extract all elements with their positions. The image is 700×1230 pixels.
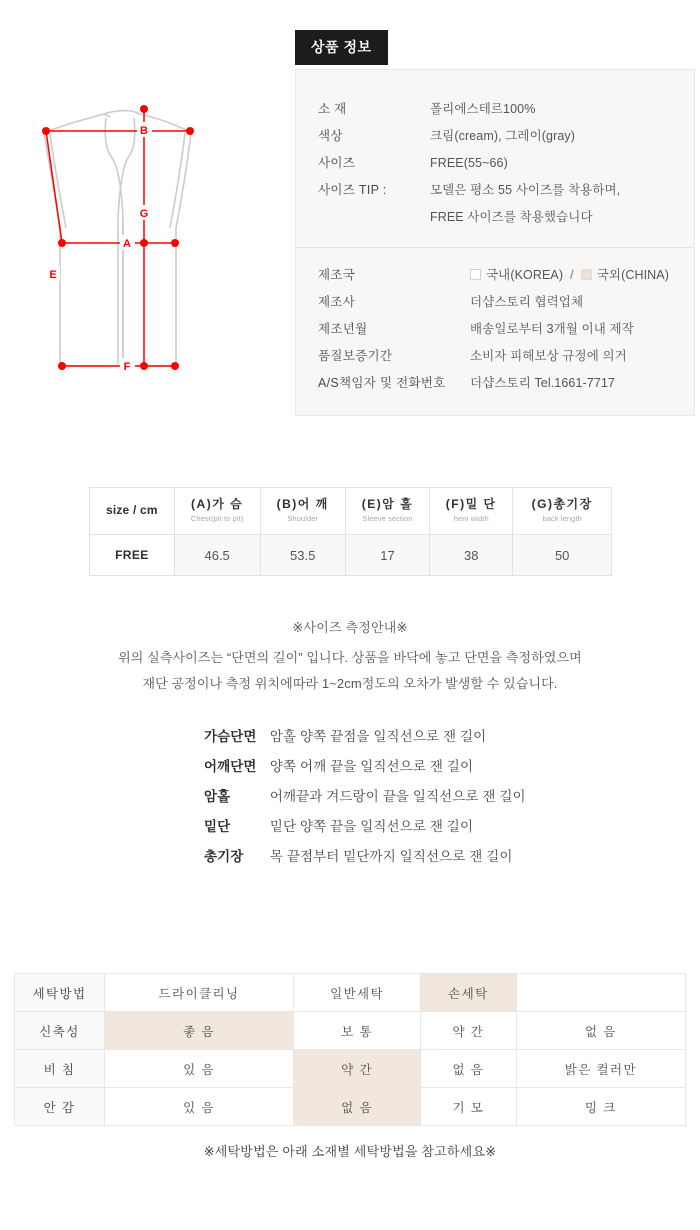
size-header-main: (B)어 깨 [276, 496, 329, 511]
definition-desc: 양쪽 어깨 끝을 일직선으로 잰 길이 [269, 759, 474, 774]
product-info-block [295, 30, 695, 416]
measure-label-b: B [140, 125, 148, 137]
product-info-badge: 상품 정보 [295, 30, 388, 65]
size-table [89, 487, 612, 576]
garment-outline [44, 111, 191, 366]
size-header-main: (A)가 슴 [191, 496, 244, 511]
size-header-cell [260, 488, 345, 535]
origin-overseas-label: 국외(CHINA) [596, 268, 669, 282]
size-value-cell: 46.5 [174, 535, 260, 576]
size-value-cell: 53.5 [260, 535, 345, 576]
care-cell: 밍 크 [516, 1088, 685, 1126]
measure-guide-line-2: 재단 공정이나 측정 위치에따라 1~2cm정도의 오차가 발생할 수 있습니다. [142, 676, 558, 691]
definition-item [0, 752, 700, 782]
size-header-cell [430, 488, 513, 535]
maker-label: 품질보증기간 [318, 349, 393, 363]
diagram-svg [20, 100, 270, 390]
definition-desc: 어깨끝과 겨드랑이 끝을 일직선으로 잰 길이 [269, 789, 526, 804]
size-header-main: (F)밀 단 [445, 496, 497, 511]
care-cell: 없 음 [516, 1012, 685, 1050]
spec-label: 사이즈 TIP : [318, 183, 387, 197]
spec-value: FREE(55~66) [430, 156, 508, 170]
definition-term: 암홀 [204, 789, 231, 804]
maker-label: A/S책임자 및 전화번호 [318, 376, 446, 390]
size-header-sub: Chest(pit to pit) [190, 513, 244, 523]
size-value-cell: 17 [345, 535, 429, 576]
spec-row [318, 123, 672, 150]
care-cell: 보 통 [294, 1012, 421, 1050]
measure-label-f: F [123, 361, 131, 373]
size-name-cell: FREE [90, 535, 175, 576]
measure-guide [0, 617, 700, 697]
size-value-cell: 50 [513, 535, 612, 576]
definition-item [0, 842, 700, 872]
footer-note: ※세탁방법은 아래 소재별 세탁방법을 참고하세요※ [203, 1144, 497, 1159]
maker-row [318, 289, 672, 316]
maker-label: 제조사 [318, 295, 356, 309]
size-header-cell [90, 488, 175, 535]
care-table-wrapper [14, 973, 686, 1126]
size-header-sub: hem width [453, 513, 489, 523]
measure-label-g: G [139, 208, 149, 220]
care-cell: 기 모 [421, 1088, 517, 1126]
size-header-main: size / cm [105, 502, 158, 517]
definition-item [0, 722, 700, 752]
care-cell-selected: 없 음 [294, 1088, 421, 1126]
spec-value: 모델은 평소 55 사이즈를 착용하며, [430, 183, 621, 197]
size-header-sub: Shoulder [287, 513, 319, 523]
maker-label: 제조년월 [318, 322, 368, 336]
size-header-main: (G)총기장 [531, 496, 593, 511]
definition-term: 가슴단면 [204, 729, 257, 744]
size-header-sub: back length [542, 513, 582, 523]
spec-value: 크림(cream), 그레이(gray) [430, 129, 576, 143]
care-table-row [15, 1012, 686, 1050]
origin-row [318, 262, 672, 289]
care-row-label: 안 감 [15, 1088, 105, 1126]
size-header-sub: Sleeve section [362, 513, 413, 523]
maker-value: 더샵스토리 Tel.1661-7717 [470, 376, 615, 390]
size-table-header-row [90, 488, 612, 535]
care-cell: 있 음 [105, 1088, 294, 1126]
checkbox-overseas-icon[interactable] [581, 269, 592, 280]
definition-desc: 암홀 양쪽 끝점을 일직선으로 잰 길이 [269, 729, 487, 744]
spec-rows [296, 96, 694, 231]
origin-options [470, 262, 669, 289]
measure-guide-line-1: 위의 실측사이즈는 “단면의 길이” 입니다. 상품을 바닥에 놓고 단면을 측정하였으며 [118, 650, 582, 665]
garment-measurement-diagram [20, 100, 270, 390]
spec-label: 색상 [318, 129, 343, 143]
measure-label-a: A [123, 238, 131, 250]
spec-row [318, 150, 672, 177]
top-section [0, 0, 700, 430]
care-row-label: 신축성 [15, 1012, 105, 1050]
maker-row [318, 343, 672, 370]
measure-label-e: E [49, 269, 57, 281]
origin-domestic-label: 국내(KOREA) [486, 268, 564, 282]
checkbox-domestic-icon[interactable] [470, 269, 481, 280]
care-cell-selected: 좋 음 [105, 1012, 294, 1050]
maker-value: 소비자 피해보상 규정에 의거 [470, 349, 627, 363]
definition-term: 어깨단면 [204, 759, 257, 774]
spec-value-continuation: FREE 사이즈를 착용했습니다 [430, 210, 593, 224]
care-cell: 드라이클리닝 [105, 974, 294, 1012]
definition-desc: 목 끝점부터 밑단까지 일직선으로 잰 길이 [269, 849, 513, 864]
size-header-cell [513, 488, 612, 535]
spec-label: 소 재 [318, 102, 347, 116]
care-table-row [15, 1088, 686, 1126]
care-cell: 있 음 [105, 1050, 294, 1088]
maker-rows [296, 262, 694, 397]
care-cell-selected: 약 간 [294, 1050, 421, 1088]
size-header-main: (E)암 홀 [361, 496, 414, 511]
definition-term: 총기장 [204, 849, 244, 864]
origin-separator: / [570, 268, 574, 282]
definition-item [0, 782, 700, 812]
care-table-row [15, 1050, 686, 1088]
info-divider [296, 247, 694, 248]
maker-value: 배송일로부터 3개월 이내 제작 [470, 322, 634, 336]
size-value-cell: 38 [430, 535, 513, 576]
definition-item [0, 812, 700, 842]
care-cell-empty [516, 974, 685, 1012]
definition-term: 밑단 [204, 819, 231, 834]
measure-guide-title: ※사이즈 측정안내※ [292, 620, 408, 635]
maker-row [318, 370, 672, 397]
care-cell: 없 음 [421, 1050, 517, 1088]
care-row-label: 세탁방법 [15, 974, 105, 1012]
care-cell: 약 간 [421, 1012, 517, 1050]
spec-value: 폴리에스테르100% [430, 102, 536, 116]
maker-row [318, 316, 672, 343]
care-row-label: 비 침 [15, 1050, 105, 1088]
care-cell: 밝은 컬러만 [516, 1050, 685, 1088]
definition-desc: 밑단 양쪽 끝을 일직선으로 잰 길이 [269, 819, 474, 834]
size-table-row [90, 535, 612, 576]
origin-label: 제조국 [318, 268, 356, 282]
spec-row [318, 96, 672, 123]
care-table-row [15, 974, 686, 1012]
definition-list [0, 722, 700, 872]
spec-label: 사이즈 [318, 156, 356, 170]
size-header-cell [174, 488, 260, 535]
care-cell: 일반세탁 [294, 974, 421, 1012]
product-info-panel [295, 69, 695, 416]
spec-row [318, 177, 672, 204]
care-table [14, 973, 686, 1126]
care-cell-selected: 손세탁 [421, 974, 517, 1012]
size-header-cell [345, 488, 429, 535]
size-table-wrapper [89, 487, 612, 576]
maker-value: 더샵스토리 협력업체 [470, 295, 584, 309]
